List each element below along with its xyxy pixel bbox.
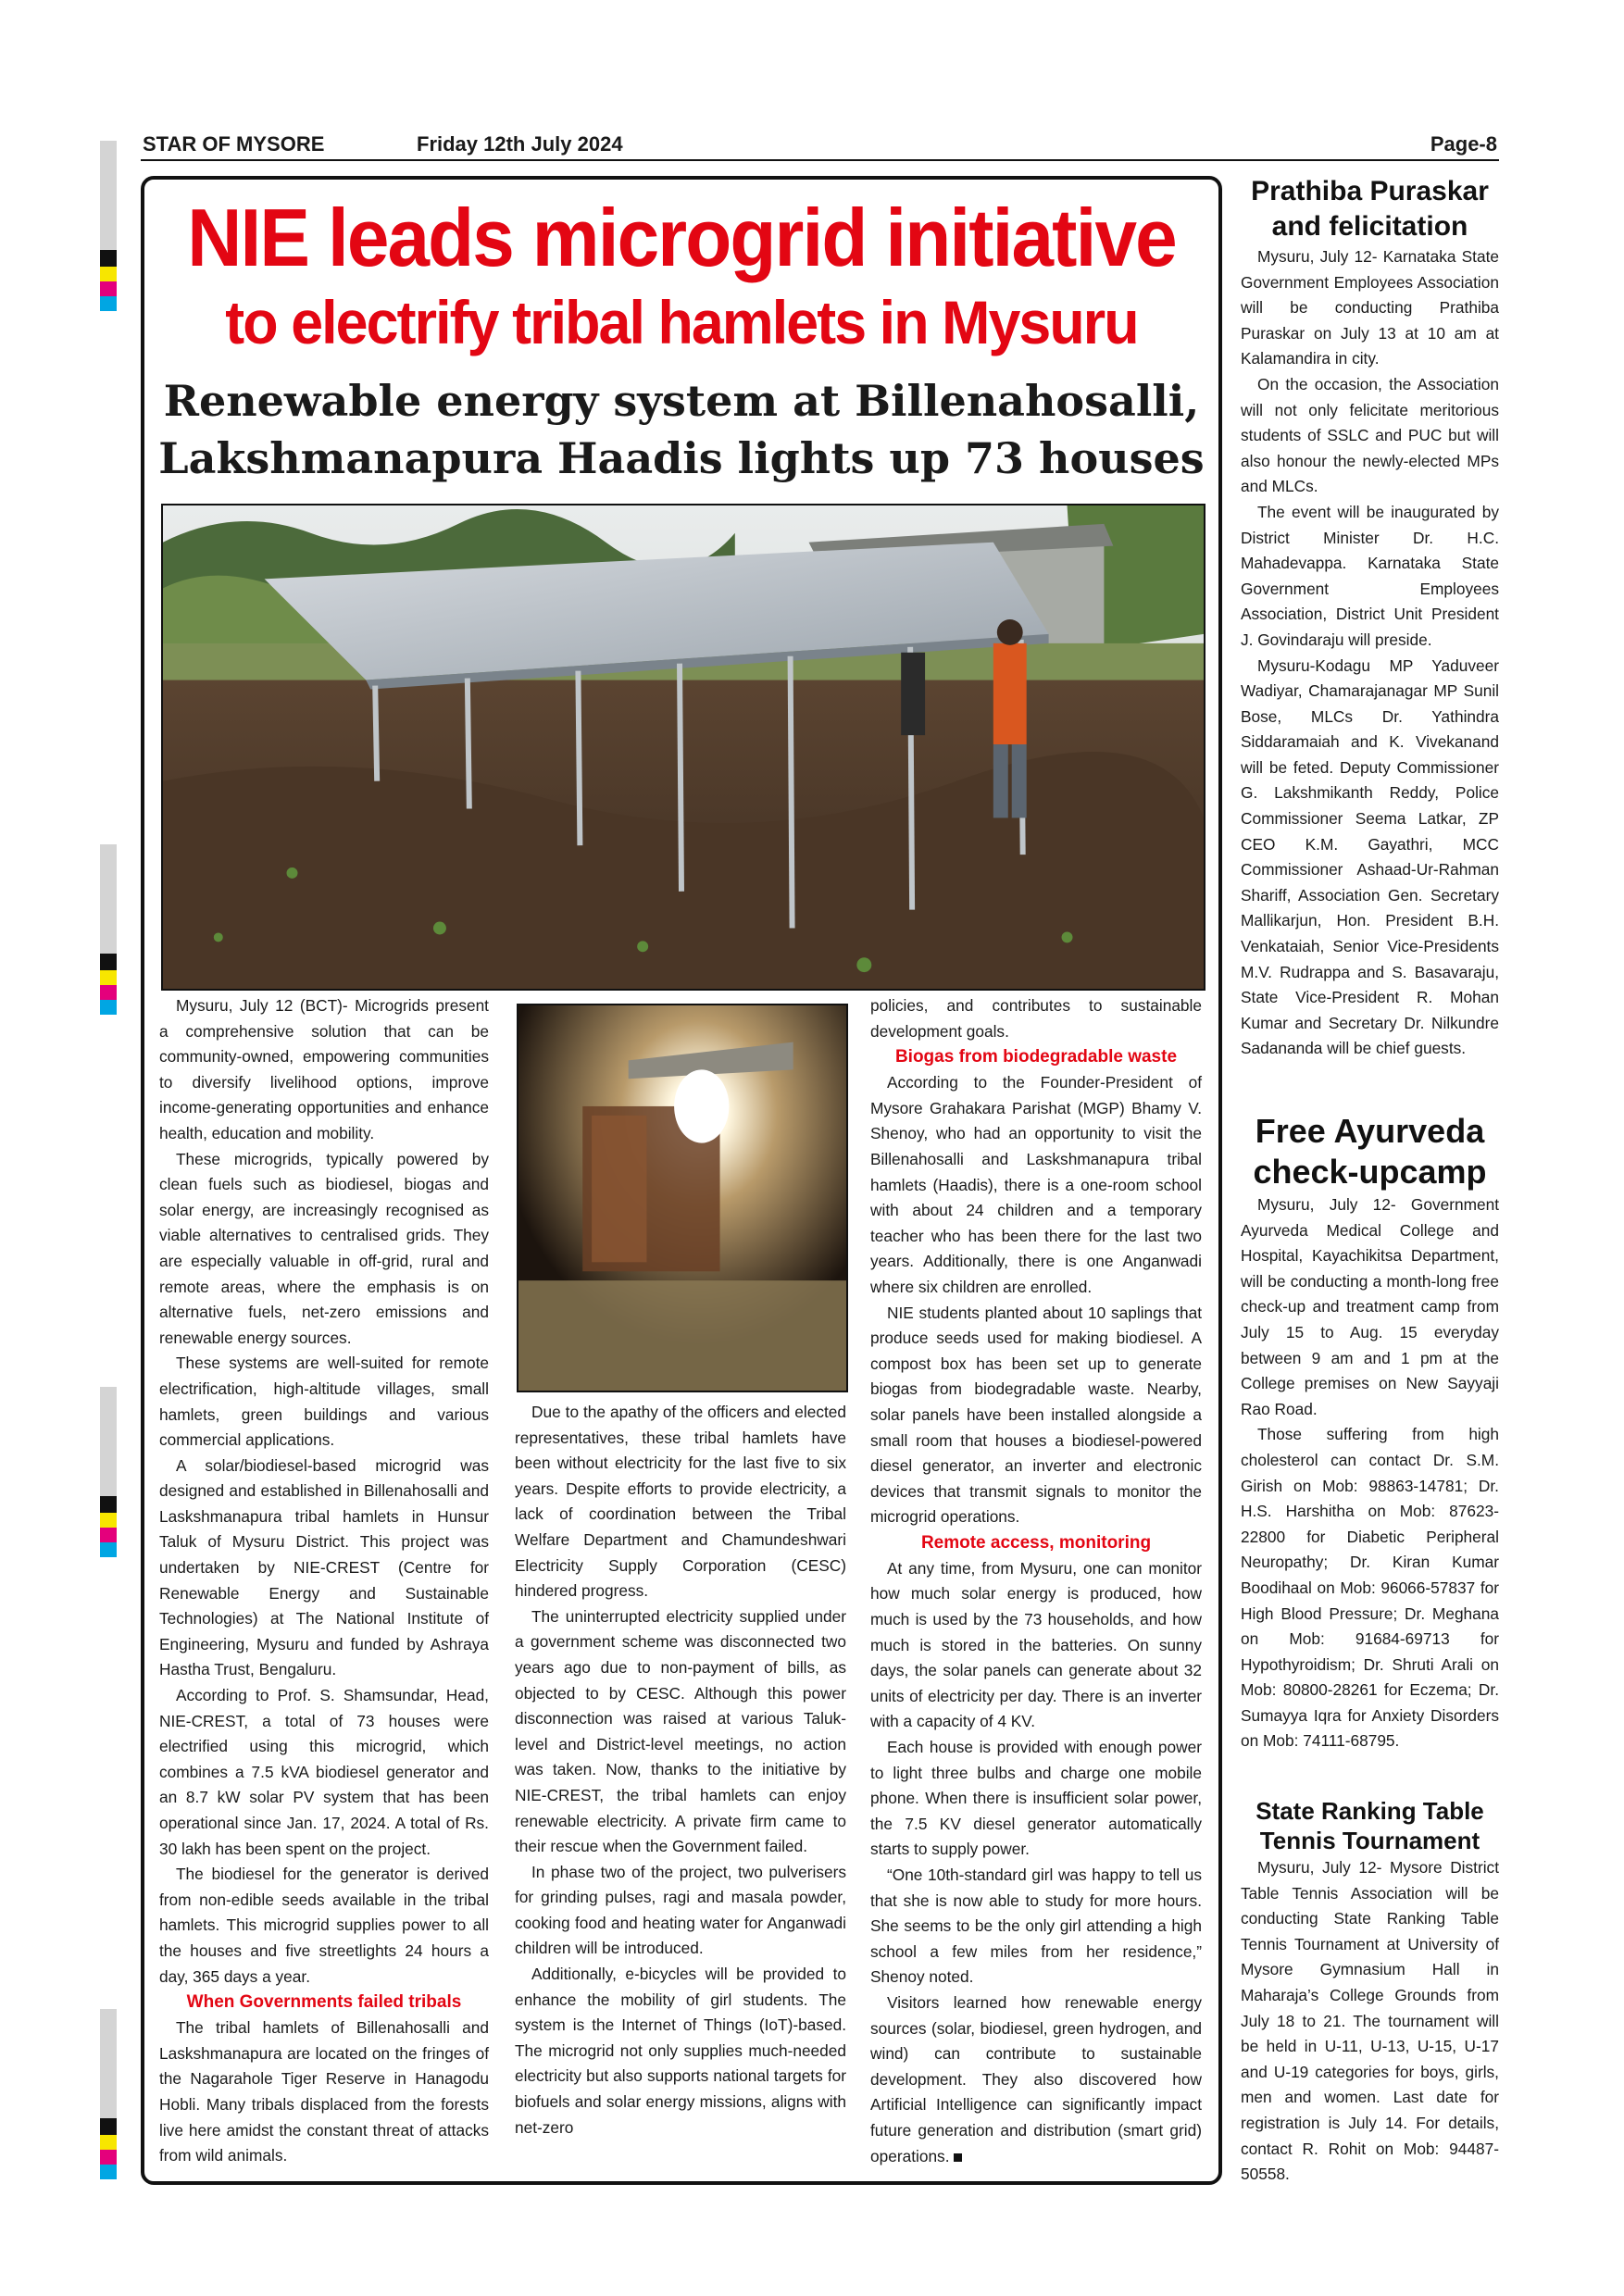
article-paragraph-text: Visitors learned how renewable energy sources (solar, biodiesel, green hydrogen, and wind) can contribute to sustainable development. They also discovered how Artificial Intelligence can significantly impact future generation and distribution (smart grid) operations. [870,1992,1202,2165]
article-column-3 [870,993,1202,2169]
article-paragraph: These microgrids, typically powered by clean fuels such as biodiesel, biogas and solar energy, are increasingly recognised as viable alternatives to centralised grids. They are especially valuable in off-grid, rural and remote areas, where the emphasis is on alternative fuels, net-zero emissions and renewable energy sources. [159,1149,489,1347]
sidebar-paragraph: The event will be inaugurated by District Minister Dr. H.C. Mahadevappa. Karnataka State Government Employees Association, District Unit President J. Govindaraju will preside. [1241,502,1499,649]
article-paragraph: The uninterrupted electricity supplied under a government scheme was disconnected two years ago due to non-payment of bills, as objected to by CESC. Although this power disconnection was raised at various Taluk-level and District-level meetings, no action was taken. Now, thanks to the initiative by NIE-CREST, the tribal hamlets can enjoy renewable electricity. A private firm came to their rescue when the Government failed. [515,1606,846,1856]
registration-bar-3 [100,1387,117,1557]
publication-name: STAR OF MYSORE [143,132,325,156]
sidebar-paragraph: Mysuru, July 12- Mysore District Table Tennis Association will be conducting State Ranking Table Tennis Tournament at University of Mysore Gymnasium Hall in Maharaja’s College Grounds from July 18 to 21. The tournament will be held in U-11, U-13, U-15, U-17 and U-19 categories for boys, girls, men and women. Last date for registration is July 14. For details, contact R. Rohit on Mob: 94487-50558. [1241,1858,1499,2184]
sidebar-story-title [1241,1111,1499,1192]
sidebar-paragraph: Mysuru, July 12- Karnataka State Government Employees Association will be conducting Prathiba Puraskar on July 13 at 10 am at Kalamandira in city. [1241,247,1499,368]
article-paragraph: Mysuru, July 12 (BCT)- Microgrids present a comprehensive solution that can be community-owned, empowering communities to diversify livelihood options, improve income-generating opportunities and enhance health, education and mobility. [159,996,489,1142]
issue-date: Friday 12th July 2024 [417,132,623,156]
article-paragraph: The tribal hamlets of Billenahosalli and Laskshmanapura are located on the fringes of the Nagarahole Tiger Reserve in Hanagodu Hobli. Many tribals displaced from the forests live here amidst the constant threat of attacks from wild animals. [159,2018,489,2165]
article-paragraph: “One 10th-standard girl was happy to tell us that she is now able to study for more hours. She seems to be the only girl attending a high school a few miles from her residence,” Shenoy noted. [870,1866,1202,1987]
title-line-2: Tennis Tournament [1259,1827,1480,1854]
headline-line-2: to electrify tribal hamlets in Mysuru [225,288,1138,356]
article-paragraph: In phase two of the project, two pulverisers for grinding pulses, ragi and masala powder, cooking food and heating water for Anganwadi children will be introduced. [515,1862,846,1958]
article-column-2 [515,1400,846,2140]
registration-bar-bottom [100,2009,117,2179]
page-header [141,130,1499,161]
title-line-2: check-upcamp [1253,1153,1487,1191]
sidebar-paragraph: Mysuru, July 12- Government Ayurveda Medical College and Hospital, Kayachikitsa Department, will be conducting a month-long free check-up and treatment camp from July 15 to Aug. 15 everyday between 9 am and 1 pm at the College premises on New Sayyaji Rao Road. [1241,1195,1499,1418]
title-line-2: and felicitation [1271,211,1468,242]
article-paragraph: These systems are well-suited for remote electrification, high-altitude villages, small hamlets, green buildings and various commercial applications. [159,1354,489,1450]
sidebar-paragraph: On the occasion, the Association will not only felicitate meritorious students of SSLC and PUC but will also honour the newly-elected MPs and MLCs. [1241,374,1499,496]
deck-line-1: Renewable energy system at Billenahosalli, [163,376,1200,426]
sidebar-story-title [1241,1796,1499,1855]
registration-bar-2 [100,844,117,1015]
deck-line-2: Lakshmanapura Haadis lights up 73 houses [158,433,1205,483]
article-paragraph: NIE students planted about 10 saplings that produce seeds used for making biodiesel. A compost box has been set up to generate biogas from biodegradable waste. Nearby, solar panels have been installed alongside a small room that houses a biodiesel-powered diesel generator, an inverter and electronic devices that transmit signals to monitor the microgrid operations. [870,1303,1202,1527]
article-paragraph: Additionally, e-bicycles will be provided to enhance the mobility of girl students. The system is the Internet of Things (IoT)-based. The microgrid not only supplies much-needed electricity but also supports national targets for biofuels and solar energy missions, aligns with net-zero [515,1965,846,2137]
sidebar-story-title [1241,174,1499,244]
registration-bar-top [100,141,117,311]
article-column-1 [159,993,489,2169]
headline-line-1: NIE leads microgrid initiative [187,192,1176,283]
article-paragraph: A solar/biodiesel-based microgrid was designed and established in Billenahosalli and Laskshmanapura tribal hamlets in Hunsur Taluk of Mysuru District. This project was undertaken by NIE-CREST (Centre for Renewable Energy and Sustainable Technologies) at The National Institute of Engineering, Mysuru and funded by Ashraya Hastha Trust, Bengaluru. [159,1455,489,1679]
article-paragraph [870,1990,1202,2169]
deck-headline [144,372,1218,487]
article-paragraph: Each house is provided with enough power to light three bulbs and charge one mobile phone. When there is insufficient solar power, the 7.5 KV diesel generator automatically starts to supply power. [870,1738,1202,1859]
article-paragraph: Due to the apathy of the officers and elected representatives, these tribal hamlets have been without electricity for the last five to six years. Despite efforts to provide electricity, a lack of coordination between the Tribal Welfare Department and Chamundeshwari Electricity Supply Corporation (CESC) hindered progress. [515,1403,846,1601]
sidebar-story-ayurveda-camp [1241,1111,1499,1754]
night-light-photo [517,1004,848,1392]
article-paragraph: According to the Founder-President of Mysore Grahakara Parishat (MGP) Bhamy V. Shenoy, who had an opportunity to visit the Billenahosalli and Laskshmanapura tribal hamlets (Haadis), there is a one-room school with about 24 children and a temporary teacher who has been there for the last two years. Additionally, there is one Anganwadi where six children are enrolled. [870,1073,1202,1296]
title-line-1: Free Ayurveda [1255,1112,1485,1150]
article-paragraph: According to Prof. S. Shamsundar, Head, NIE-CREST, a total of 73 houses were electrified using this microgrid, which combines a 7.5 kVA biodiesel generator and an 8.7 kW solar PV system that has been operational since Jan. 17, 2024. A total of Rs. 30 lakh has been spent on the project. [159,1686,489,1858]
article-paragraph: At any time, from Mysuru, one can monitor how much solar energy is produced, how much is used by the 73 households, and how much is stored in the batteries. On sunny days, the solar panels can generate about 32 units of electricity per day. There is an inverter with a capacity of 4 KV. [870,1558,1202,1731]
article-paragraph: policies, and contributes to sustainable development goals. [870,996,1202,1041]
end-mark [954,2153,962,2162]
title-line-1: Prathiba Puraskar [1251,176,1489,206]
subhead-remote-access: Remote access, monitoring [920,1532,1152,1553]
sidebar-story-table-tennis [1241,1796,1499,2188]
subhead-governments-failed: When Governments failed tribals [186,1992,462,2013]
article-paragraph: The biodiesel for the generator is derived from non-edible seeds available in the tribal hamlets. This microgrid supplies power to all the houses and five streetlights 24 hours a day, 365 days a year. [159,1865,489,1986]
subhead-biogas: Biogas from biodegradable waste [894,1047,1178,1067]
page-number: Page-8 [1430,132,1497,156]
solar-panels-photo [161,504,1206,991]
title-line-1: State Ranking Table [1255,1797,1484,1825]
sidebar-paragraph: Those suffering from high cholesterol can contact Dr. S.M. Girish on Mob: 98863-14781; Dr. H.S. Harshitha on Mob: 87623-22800 for Diabetic Peripheral Neuropathy; Dr. Kiran Kumar Boodihaal on Mob: 96066-57837 for High Blood Pressure; Dr. Meghana on Mob: 91684-69713 for Hypothyroidism; Dr. Shruti Arali on Mob: 80800-28261 for Eczema; Dr. Sumayya Iqra for Anxiety Disorders on Mob: 74111-68795. [1241,1425,1499,1751]
sidebar-story-prathiba-puraskar [1241,174,1499,1062]
sidebar-paragraph: Mysuru-Kodagu MP Yaduveer Wadiyar, Chamarajanagar MP Sunil Bose, MLCs Dr. Yathindra Siddaramaiah and K. Vivekanand will be feted. Deputy Commissioner G. Lakshmikanth Reddy, Police Commissioner Seema Latkar, ZP CEO K.M. Gayathri, MCC Commissioner Ashaad-Ur-Rahman Shariff, Association Gen. Secretary Mallikarjun, Hon. President B.H. Venkataiah, Senior Vice-Presidents M.V. Rudrappa and S. Basavaraju, State Vice-President R. Mohan Kumar and Secretary Dr. Nilkundre Sadananda will be chief guests. [1241,655,1499,1058]
